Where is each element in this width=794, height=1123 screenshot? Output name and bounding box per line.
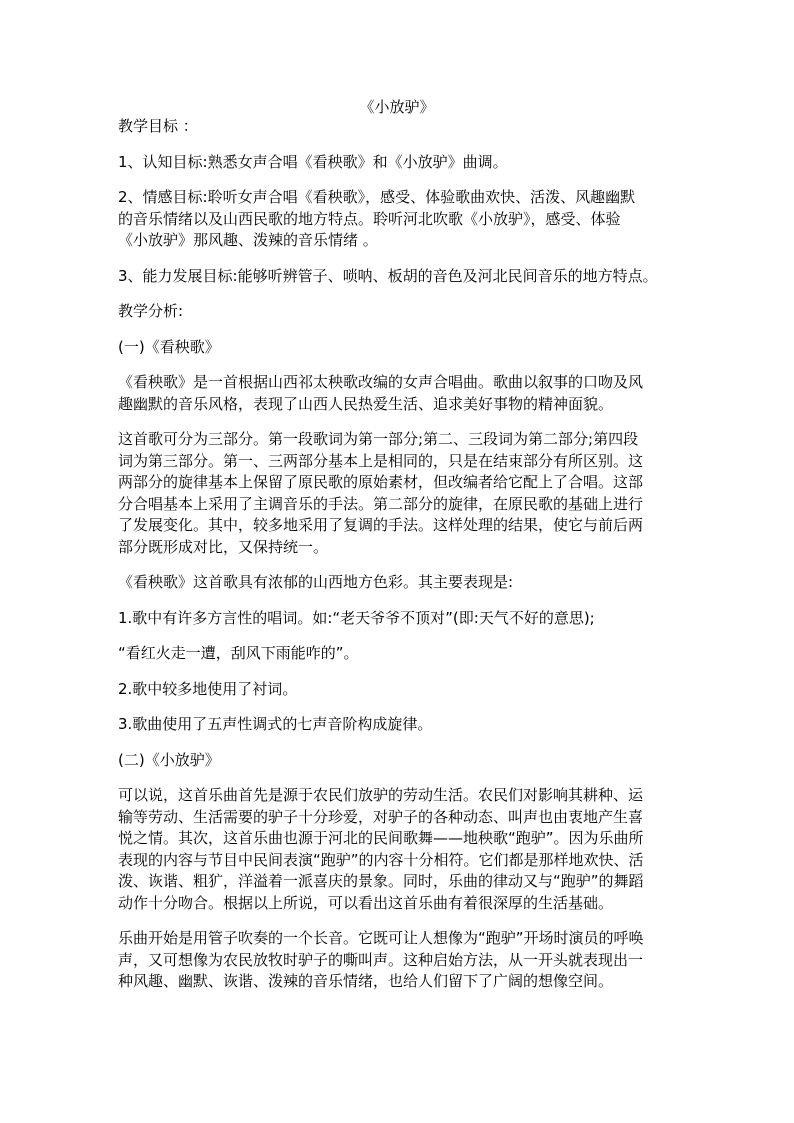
text-line: 《看秧歌》这首歌具有浓郁的山西地方色彩。其主要表现是: [118, 573, 514, 591]
text-line: 《看秧歌》是一首根据山西祁太秧歌改编的女声合唱曲。歌曲以叙事的口吻及风 [118, 373, 644, 391]
paragraph [118, 429, 678, 558]
text-line: 的音乐情绪以及山西民歌的地方特点。聆听河北吹歌《小放驴》，感受、体验 [118, 209, 621, 228]
text-line: 悦之情。其次，这首乐曲也源于河北的民间歌舞——地秧歌“跑驴”。因为乐曲所 [118, 829, 644, 847]
text-line: 趣幽默的音乐风格，表现了山西人民热爱生活、追求美好事物的精神面貌。 [118, 394, 614, 413]
text-line: 乐曲开始是用管子吹奏的一个长音。它既可让人想像为“跑驴”开场时演员的呼唤 [118, 929, 644, 947]
paragraph [118, 301, 678, 323]
text-line: 动作十分吻合。根据以上所说，可以看出这首乐曲有着很深厚的生活基础。 [118, 893, 614, 912]
text-line: 分合唱基本上采用了主调音乐的手法。第二部分的旋律，在原民歌的基础上进行 [118, 494, 644, 513]
document-title: 《小放驴》 [359, 98, 435, 116]
text-line: 这首歌可分为三部分。第一段歌词为第一部分;第二、三段词为第二部分;第四段 [118, 430, 639, 448]
text-line: 种风趣、幽默、诙谐、泼辣的音乐情绪，也给人们留下了广阔的想像空间。 [118, 972, 614, 990]
text-line: 部分既形成对比，又保持统一。 [118, 537, 329, 556]
text-line: 2、情感目标:聆听女声合唱《看秧歌》，感受、体验歌曲欢快、活泼、风趣幽默 [118, 188, 636, 206]
text-line: 声，又可想像为农民放牧时驴子的嘶叫声。这种启始方法，从一开头就表现出一 [118, 950, 644, 969]
text-line: 《小放驴》那风趣、泼辣的音乐情绪 。 [118, 231, 378, 249]
text-line: 2.歌中较多地使用了衬词。 [118, 679, 298, 698]
text-line: 3.歌曲使用了五声性调式的七声音阶构成旋律。 [118, 715, 433, 733]
paragraph [118, 714, 678, 736]
document-body [118, 116, 678, 1007]
text-line: 3、能力发展目标:能够听辨管子、唢呐、板胡的音色及河北民间音乐的地方特点。 [118, 266, 658, 285]
paragraph [118, 337, 678, 359]
text-line: 输等劳动、生活需要的驴子十分珍爱，对驴子的各种动态、叫声也由衷地产生喜 [118, 807, 644, 826]
text-line: 了发展变化。其中，较多地采用了复调的手法。这样处理的结果，使它与前后两 [118, 516, 644, 534]
text-line: 教学目标 ： [118, 117, 198, 135]
paragraph [118, 116, 678, 138]
text-line: (二)《小放驴》 [118, 750, 220, 769]
paragraph [118, 679, 678, 701]
text-line: 词为第三部分。第一、三两部分基本上是相同的，只是在结束部分有所区别。这 [118, 451, 644, 470]
paragraph [118, 572, 678, 594]
text-line: 1.歌中有许多方言性的唱词。如:“老天爷爷不顶对”(即:天气不好的意思); [118, 608, 595, 627]
paragraph [118, 608, 678, 630]
text-line: 泼、诙谐、粗犷，洋溢着一派喜庆的景象。同时，乐曲的律动又与“跑驴”的舞蹈 [118, 872, 644, 890]
paragraph [118, 187, 678, 252]
paragraph [118, 152, 678, 174]
paragraph [118, 928, 678, 993]
text-line: 表现的内容与节目中民间表演“跑驴”的内容十分相符。它们都是那样地欢快、活 [118, 850, 644, 869]
text-line: 两部分的旋律基本上保留了原民歌的原始素材，但改编者给它配上了合唱。这部 [118, 473, 644, 491]
paragraph [118, 643, 678, 665]
text-line: 教学分析: [118, 302, 184, 320]
paragraph [118, 785, 678, 914]
text-line: “看红火走一遭，刮风下雨能咋的”。 [118, 644, 359, 662]
text-line: 可以说，这首乐曲首先是源于农民们放驴的劳动生活。农民们对影响其耕种、运 [118, 786, 644, 804]
paragraph [118, 266, 678, 288]
paragraph [118, 750, 678, 772]
paragraph [118, 372, 678, 415]
text-line: (一)《看秧歌》 [118, 337, 220, 356]
text-line: 1、认知目标:熟悉女声合唱《看秧歌》和《小放驴》曲调。 [118, 152, 508, 171]
